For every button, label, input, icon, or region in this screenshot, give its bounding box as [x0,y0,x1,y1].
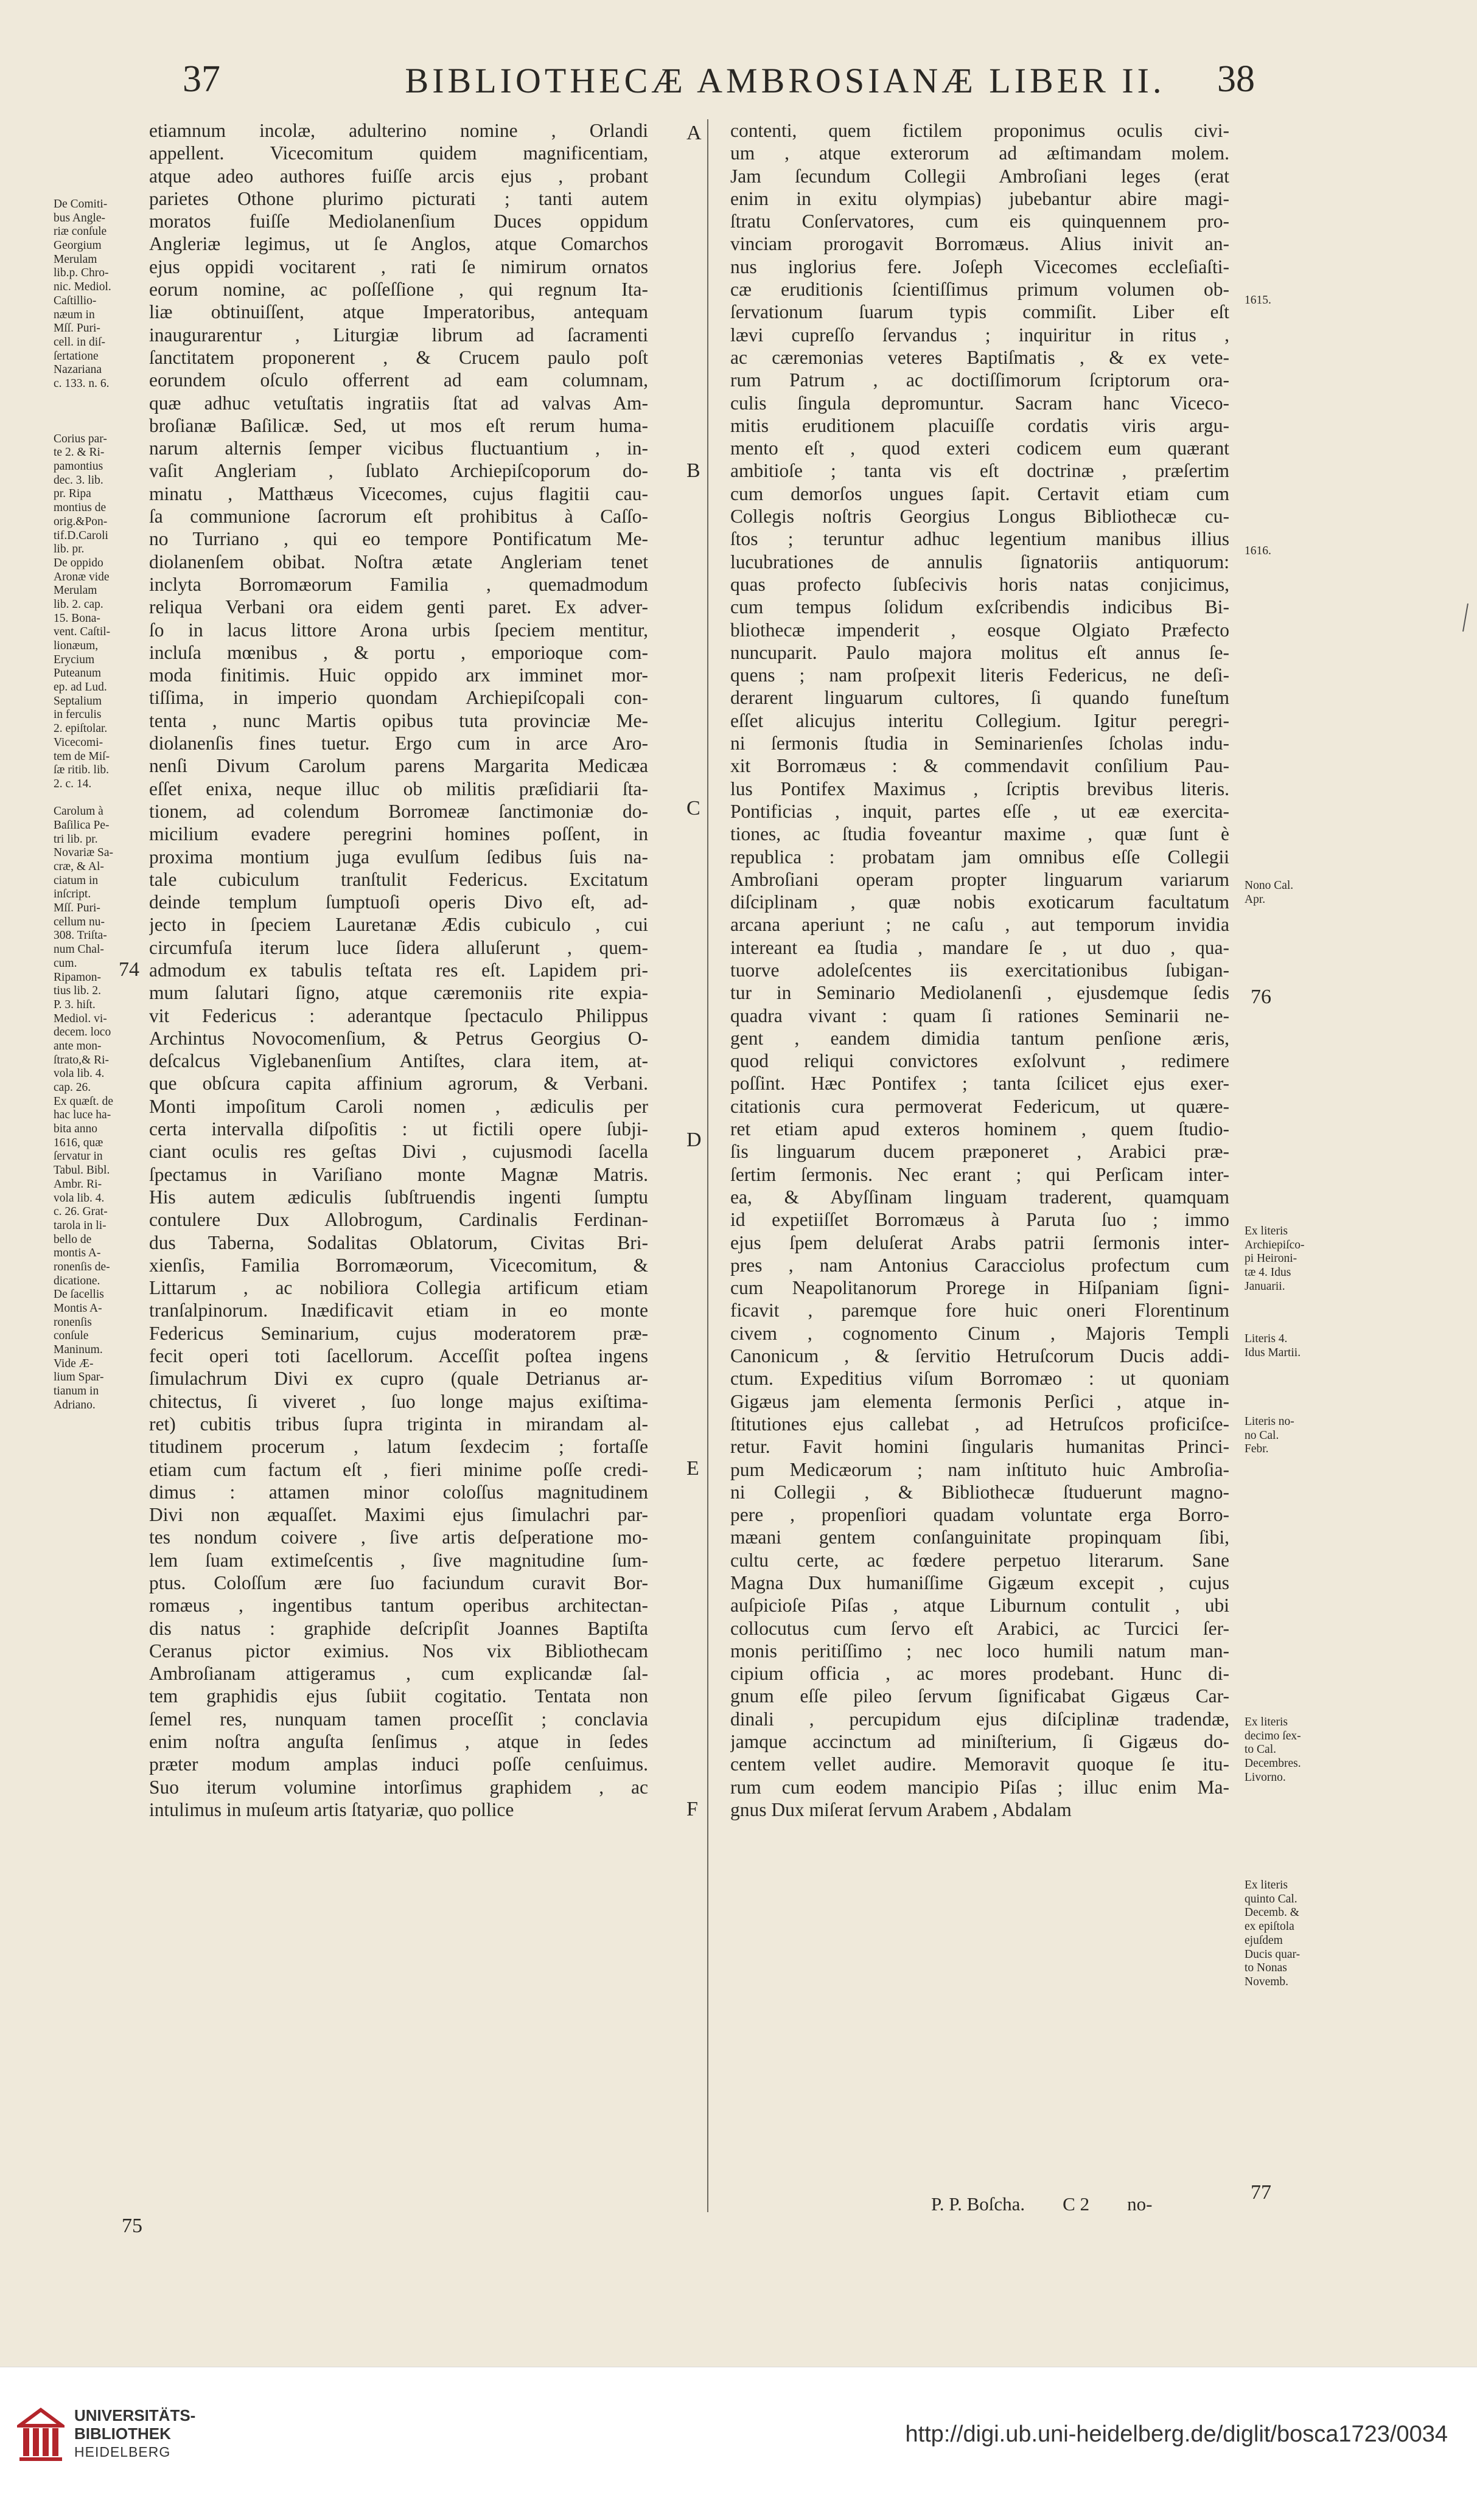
marginal-note-line: Tabul. Bibl. [54,1164,110,1177]
marginal-note-line: tianum in [54,1385,99,1398]
text-line: ejus oppidi vocitarent , rati ſe nimirum ornatos [149,256,648,277]
text-line: tuorve adoleſcentes iis exercitationibus ſubigan- [730,959,1229,981]
section-letter: E [686,1457,699,1480]
text-line: ſis linguarum ducem præponeret , Arabici præ- [730,1141,1229,1163]
text-line: pres , nam Antonius Caracciolus profectum cum [730,1254,1229,1276]
marginal-note-line: in ferculis [54,708,102,722]
permalink-url[interactable]: http://digi.ub.uni-heidelberg.de/diglit/bosca1723/0034 [905,2421,1448,2447]
marginal-note-line: Literis 4. [1245,1332,1288,1345]
text-line: gnum eſſe pileo ſervum ſignificabat Gigæus Car- [730,1685,1229,1707]
marginal-note-line: 308. Triſta- [54,929,107,942]
library-name-line-2: BIBLIOTHEK [74,2424,171,2443]
marginal-note-line: Novariæ Sa- [54,846,114,860]
marginal-note-line: Archiepiſco- [1245,1238,1305,1251]
text-line: Angleriæ legimus, ut ſe Anglos, atque Comarchos [149,233,648,255]
marginal-note-line: ſtrato,& Ri- [54,1053,109,1067]
text-line: tranſalpinorum. Inædificavit etiam in eo monte [149,1300,648,1321]
text-line: fecit operi toti ſacellorum. Acceſſit poſtea ingens [149,1345,648,1367]
marginal-note-line: Adriano. [54,1398,96,1411]
marginal-note-line: Baſilica Pe- [54,818,110,832]
text-line: Pontificias , inquit, partes eſſe , ut eæ exercita- [730,800,1229,822]
text-line: ret) cubitis tribus ſupra triginta in mirandam al- [149,1413,648,1435]
text-line: Suo iterum volumine intorſimus graphidem , ac [149,1776,648,1798]
marginal-note-line: pr. Ripa [54,487,91,501]
text-line: eſſet alicujus interitu Collegium. Igitur peregri- [730,709,1229,731]
signature-line: P. P. Boſcha. C 2 no- [931,2193,1153,2215]
text-line: ret etiam apud exteros hominem , quem ſtudio- [730,1118,1229,1140]
text-line: appellent. Vicecomitum quidem magnificentiam, [149,142,648,164]
text-line: Ambroſianam attigeramus , cum explicandæ ſal- [149,1663,648,1685]
marginal-note-line: Ambr. Ri- [54,1177,102,1191]
text-line: Divi non æquaſſet. Maximi ejus ſimulachri par- [149,1504,648,1526]
marginal-note-line: P. 3. hiſt. [54,998,96,1011]
text-line: tiones, ac ſtudia foveantur maxime , quæ ſunt è [730,823,1229,845]
text-line: centem vellet audire. Memoravit quoque ſe itu- [730,1753,1229,1775]
text-line: ſervationum ſuarum typis commiſit. Liber eſt [730,301,1229,323]
marginal-note-line: c. 133. n. 6. [54,377,110,390]
section-letter: A [686,122,702,144]
text-line: ſimulachrum Divi ex cupro (quale Detrianus ar- [149,1368,648,1390]
marginal-note-line: vola lib. 4. [54,1067,105,1081]
marginal-note-line: ex epiſtola [1245,1920,1294,1934]
marginal-note-line: lib. pr. [54,543,85,556]
text-line: Magna Dux humaniſſime Gigæum excepit , cujus [730,1572,1229,1593]
text-line: diolanenſem obibat. Noſtra ætate Angleriam tenet [149,551,648,573]
text-line: reliqua Verbani ora eidem genti paret. Ex adver- [149,596,648,618]
text-line: titudinem procerum , latum ſexdecim ; fortaſſe [149,1436,648,1458]
pencil-mark [1461,602,1470,633]
marginal-note-line: 1616, quæ [54,1136,103,1149]
marginal-note-line: 2. c. 14. [54,777,92,790]
marginal-note-line: Caſtillio- [54,294,97,307]
left-margin-number: 75 [122,2215,142,2237]
marginal-note-line: De ſacellis [54,1288,104,1301]
marginal-note-line: tius lib. 2. [54,984,102,998]
marginal-note-line: conſule [54,1329,89,1343]
text-line: cipium officia , ac mores prodebant. Hunc di- [730,1663,1229,1685]
text-line: um , atque exterorum ad æſtimandam molem. [730,142,1229,164]
marginal-note-line: decem. loco [54,1026,111,1039]
marginal-note-line: næum in [54,308,95,321]
text-line: collocutus cum ſervo eſt Arabici, ac Turcici ſer- [730,1617,1229,1639]
text-line: Collegis noſtris Georgius Longus Bibliothecæ cu- [730,506,1229,527]
marginal-note-line: ronenſis de- [54,1260,110,1273]
text-line: ctum. Expeditius viſum Borromæo : ut quoniam [730,1368,1229,1390]
marginal-note-line: Literis no- [1245,1415,1294,1428]
text-line: certa intervalla diſpoſitis : ut fictili opere ſubji- [149,1118,648,1140]
marginal-note-line: dicatione. [54,1274,100,1287]
text-line: eorundem oſculo offerrent ad eam columnam, [149,369,648,391]
page-header [0,58,1477,113]
text-line: deſcalcus Viglebanenſium Antiſtes, clara item, at- [149,1050,648,1072]
marginal-note [1245,545,1348,559]
text-line: ni Collegii , & Bibliothecæ ſtuduerunt magno- [730,1481,1229,1503]
marginal-note-line: Montis A- [54,1302,102,1315]
marginal-note-line: hac luce ha- [54,1109,111,1122]
text-line: tale cubiculum tranſtulit Federicus. Excitatum [149,868,648,890]
marginal-note-line: 2. epiſtolar. [54,722,108,736]
text-line: que obſcura capita affinium agrorum, & Verbani. [149,1073,648,1095]
marginal-note-line: pi Heironi- [1245,1252,1297,1265]
text-line: rum cum eodem mancipio Piſas ; illuc enim Ma- [730,1776,1229,1798]
marginal-note-line: ronenſis [54,1315,92,1329]
text-line: contulere Dux Allobrogum, Cardinalis Ferdinan- [149,1209,648,1231]
text-line: tionem, ad colendum Borromeæ ſanctimoniæ do- [149,800,648,822]
text-line: xit Borromæus : & commendavit conſilium Pau- [730,755,1229,777]
text-line: ptus. Coloſſum ære ſuo faciundum curavit Bor- [149,1572,648,1593]
text-line: lucubrationes de annulis ſignatoriis antiquorum: [730,551,1229,573]
section-letter: F [686,1798,698,1820]
text-line: mæani gentem conſanguinitate propinquam ſibi, [730,1526,1229,1548]
text-line: Ambroſiani operam propter linguarum variarum [730,868,1229,890]
text-line: poſſint. Hæc Pontifex ; tanta ſcilicet ejus exer- [730,1073,1229,1095]
text-line: ejus ſpem deluſerat Arabs patrii ſermonis inter- [730,1231,1229,1253]
text-line: proxima montium juga evulſum ſedibus ſuis na- [149,846,648,868]
text-line: ciant oculis res geſtas Divi , cujusmodi ſacella [149,1141,648,1163]
marginal-note-line: ciatum in [54,874,99,887]
text-line: cum Neapolitanorum Prorege in Hiſpaniam ſigni- [730,1277,1229,1299]
text-line: deinde templum ſumptuoſi operis Divo eſt, ad- [149,891,648,913]
text-line: Monti impoſitum Caroli nomen , ædiculis per [149,1095,648,1117]
marginal-note-line: Januarii. [1245,1279,1285,1293]
marginal-note [1245,1415,1348,1457]
marginal-note-line: pamontius [54,460,103,473]
text-line: no Turriano , qui eo tempore Pontificatum Me- [149,528,648,550]
marginal-note-line: ſæ ritib. lib. [54,764,110,777]
text-line: ſtos ; teruntur adhuc legentium manibus illius [730,528,1229,550]
text-line: Canonicum , & ſervitio Hetruſcorum Ducis addi- [730,1345,1229,1367]
text-line: narum alternis ſemper vicibus fluctuantium , in- [149,437,648,459]
text-line: id expetiiſſet Borromæus à Paruta ſuo ; immo [730,1209,1229,1231]
text-line: quadra vivant : quam ſi rationes Seminarii ne- [730,1004,1229,1026]
text-line: parietes Othone plurimo picturati ; tanti autem [149,187,648,209]
marginal-note-line: Carolum à [54,805,103,818]
text-line: intulimus in muſeum artis ſtatyariæ, quo pollice [149,1798,514,1820]
marginal-note-line: tarola in li- [54,1219,106,1232]
text-line: bliothecæ impenderit , eosque Olgiato Præfecto [730,619,1229,641]
text-line: nuncuparit. Paulo majora molitus eſt annus ſe- [730,641,1229,663]
marginal-note-line: ep. ad Lud. [54,681,107,694]
marginal-note-line: cap. 26. [54,1081,91,1094]
text-line: dinali , percupidum ejus diſciplinæ tradendæ, [730,1708,1229,1730]
marginal-note-line: ante mon- [54,1039,102,1053]
marginal-note-line: bita anno [54,1123,98,1136]
marginal-note-line: Ex literis [1245,1879,1288,1892]
text-line: eſſet enixa, neque illuc ob militis præſidiarii ſta- [149,778,648,799]
text-line: ſanctitatem proponerent , & Crucem paulo poſt [149,346,648,368]
text-line: broſianæ Baſilicæ. Sed, ut mos eſt rerum huma- [149,414,648,436]
text-line: monis peritiſſimo ; nec loco humili natum man- [730,1640,1229,1662]
text-line: contenti, quem fictilem proponimus oculis civi- [730,120,1229,141]
text-line: Gigæus jam elementa ſermonis Perſici , atque in- [730,1390,1229,1412]
marginal-note-line [54,792,151,806]
marginal-note-line: cum. [54,956,77,970]
text-line: dus Taberna, Sodalitas Oblatorum, Civitas Bri- [149,1231,648,1253]
text-line: cum demorſos ungues ſapit. Certavit etiam cum [730,482,1229,504]
text-line: enim noſtra anguſta ſenſimus , atque in ſedes [149,1731,648,1753]
marginal-note-line: Ex literis [1245,1225,1288,1237]
text-line: nus inglorius fere. Joſeph Vicecomes eccleſiaſti- [730,256,1229,277]
text-line: micilium evadere peregrini homines poſſent, in [149,823,648,845]
marginal-note-line: te 2. & Ri- [54,446,105,459]
section-letter: C [686,797,700,820]
text-line: gnus Dux miſerat ſervum Arabem , Abdalam [730,1798,1072,1820]
text-line: arcana aperiunt ; ne caſu , aut temporum invidia [730,914,1229,936]
text-line: tenta , nunc Martis opibus tuta provinciæ Me- [149,709,648,731]
marginal-note-line: quinto Cal. [1245,1892,1297,1906]
text-line: diolanenſis fines tuetur. Ergo cum in arce Aro- [149,733,648,754]
marginal-note-line: ſervatur in [54,1150,103,1163]
marginal-note-line: decimo ſex- [1245,1729,1301,1742]
library-name [74,2406,195,2461]
library-name-line-3: HEIDELBERG [74,2444,171,2460]
text-line: eorum nomine, ac poſſeſſione , qui regnum Ita- [149,279,648,301]
left-marginal-notes [54,198,151,1413]
right-margin-number: 77 [1251,2181,1271,2204]
marginal-note-line: Nono Cal. [1245,879,1294,892]
marginal-note-line: cell. in diſ- [54,335,106,349]
university-library-logo-icon [17,2407,65,2462]
marginal-note-line: to Cal. [1245,1743,1276,1756]
text-line: nenſi Divum Carolum parens Margarita Medicæa [149,755,648,777]
text-line: diſciplinam , quæ nobis exoticarum facultatum [730,891,1229,913]
marginal-note-line: Febr. [1245,1443,1269,1456]
text-line: derarent linguarum cultores, ſi quando funeſtum [730,687,1229,709]
marginal-note-line: bus Angle- [54,211,106,225]
marginal-note-line: Erycium [54,653,95,666]
marginal-note-line: Mſſ. Puri- [54,902,100,915]
left-page-number: 37 [183,58,220,100]
marginal-note-line: Septalium [54,694,102,708]
marginal-note-line: lib. 2. cap. [54,597,103,611]
text-line: admodum ex tabulis teſtata res eſt. Lapidem pri- [149,959,648,981]
marginal-note-line: num Chal- [54,943,104,956]
section-letter: D [686,1129,702,1151]
text-line: quæ adhuc vetuſtatis ingratiis ſtat ad valvas Am- [149,392,648,414]
text-line: culis ſingula depromuntur. Sacram hanc Viceco- [730,392,1229,414]
marginal-note-line: lib.p. Chro- [54,266,109,280]
marginal-note-line: riæ conſule [54,225,107,238]
marginal-note-line: Nazariana [54,363,102,377]
text-line: lem ſuam extimeſcentis , ſive magnitudine ſum- [149,1549,648,1571]
marginal-note-line: tæ 4. Idus [1245,1266,1291,1279]
text-line: ſertim ſermonis. Nec erant ; qui Perſicam inter- [730,1163,1229,1185]
marginal-note-line: Aronæ vide [54,570,110,583]
text-line: xienſis, Familia Borromæorum, Vicecomitum, & [149,1254,648,1276]
text-line: inclyta Borromæorum Familia , quemadmodum [149,573,648,595]
section-letter: B [686,459,700,482]
text-line: ac cæremonias veteres Baptiſmatis , & ex vete- [730,346,1229,368]
marginal-note [1245,1332,1348,1360]
marginal-note-line: De Comiti- [54,198,108,211]
text-line: quens ; nam proſpexit literis Federicus, ne deſi- [730,664,1229,686]
text-line: pere , propenſiori quadam voluntate erga Borro- [730,1504,1229,1526]
marginal-note-line [54,419,151,433]
text-line: etiam cum factum eſt , fieri minime poſſe credi- [149,1458,648,1480]
text-line: quod reliqui convictores exſolvunt , redimere [730,1050,1229,1072]
marginal-note-line: vent. Caſtil- [54,625,111,639]
marginal-note-line: 1615. [1245,294,1271,307]
marginal-note-line [54,391,151,405]
marginal-note-line: no Cal. [1245,1429,1279,1442]
marginal-note-line: lionæum, [54,639,99,652]
marginal-note [1245,879,1348,907]
text-line: ea, & Abyſſinam linguam traderent, quamquam [730,1186,1229,1208]
text-line: lævi cupreſſo ſervandus ; inquiritur in ritus , [730,324,1229,346]
text-line: rum Patrum , ac doctiſſimorum ſcriptorum ora- [730,369,1229,391]
marginal-note-line: 15. Bona- [54,611,100,625]
text-line: auſpicioſe Piſas , atque Liburnum contulit , ubi [730,1595,1229,1617]
text-line: enim in exitu olympias) jubebantur abire magi- [730,187,1229,209]
text-line: ficavit , paremque fore huic oneri Florentinum [730,1300,1229,1321]
text-line: liæ obtinuiſſent, atque Imperatoribus, antequam [149,301,648,323]
marginal-note-line: bello de [54,1233,92,1246]
text-line: Ceranus pictor eximius. Nos vix Bibliothecam [149,1640,648,1662]
text-line: romæus , ingentibus tantum operibus architectan- [149,1595,648,1617]
text-line: citationis cura permoverat Federicum, ut quære- [730,1095,1229,1117]
marginal-note-line: Maninum. [54,1343,103,1357]
marginal-note-line: Puteanum [54,667,101,680]
marginal-note-line: Mediol. vi- [54,1012,107,1025]
text-line: His autem ædiculis ſubſtruendis ingenti ſumptu [149,1186,648,1208]
marginal-note [1245,1716,1348,1785]
text-line: cultu certe, ac fœdere perpetuo literarum. Sane [730,1549,1229,1571]
marginal-note-line: Merulam [54,252,97,266]
marginal-note-line: Mſſ. Puri- [54,322,100,335]
text-line: vit Federicus : aderantque ſpectaculo Philippus [149,1004,648,1026]
text-line: dimus : attamen minor coloſſus magnitudinem [149,1481,648,1503]
marginal-note [1245,1879,1348,1989]
marginal-note-line: tif.D.Caroli [54,529,108,542]
text-line: mitis eruditionem placuiſſe cordatis viris argu- [730,414,1229,436]
library-name-line-1: UNIVERSITÄTS- [74,2406,196,2424]
text-line: circumfuſa iterum luce ſidera alluſerunt , quem- [149,936,648,958]
marginal-note [1245,1225,1348,1294]
text-line: jamque accinctum ad miniſterium, ſi Gigæus do- [730,1731,1229,1753]
text-line: minatu , Matthæus Vicecomes, cujus flagitii cau- [149,482,648,504]
text-line: incluſa mœnibus , & portu , emporioque com- [149,641,648,663]
text-line: ſemel res, nunquam tamen proceſſit ; conclavia [149,1708,648,1730]
marginal-note-line: vola lib. 4. [54,1191,105,1205]
text-line: tiſſima, in imperio quondam Archiepiſcopali con- [149,687,648,709]
text-line: atque adeo authores fuiſſe arcis ejus , probant [149,165,648,187]
marginal-note-line: Ex literis [1245,1716,1288,1728]
text-line: præter modum amplas induci poſſe cenſuimus. [149,1753,648,1775]
marginal-note-line: inſcript. [54,888,91,901]
text-line: cæ eruditionis ſcientiſſimus primum volumen ob- [730,279,1229,301]
text-line: ſo in lacus littore Arona urbis ſpeciem mentitur, [149,619,648,641]
text-line: mento eſt , quod exteri codicem eum quærant [730,437,1229,459]
text-line: quas profecto ſubſecivis horis natas conjicimus, [730,573,1229,595]
text-line: intereant ea ſtudia , mandare ſe , ut duo , qua- [730,936,1229,958]
marginal-note-line: orig.&Pon- [54,515,108,528]
text-line: ambitioſe ; tanta vis eſt doctrinæ , præſertim [730,460,1229,482]
left-text-column [149,119,648,1821]
marginal-note-line: Ripamon- [54,970,101,984]
text-line: tur in Seminario Mediolanenſi , ejusdemque ſedis [730,982,1229,1004]
marginal-note-line: tem de Miſ- [54,750,110,763]
marginal-note-line: to Nonas [1245,1961,1287,1975]
right-page-number: 38 [1217,58,1255,100]
marginal-note-line: ejuſdem [1245,1934,1283,1947]
text-line: civem , cognomento Cinum , Majoris Templi [730,1322,1229,1344]
text-line: tem graphidis ejus ſubiit cogitatio. Tentata non [149,1685,648,1707]
text-line: ſtratu Conſervatores, cum eis quinquennem pro- [730,211,1229,232]
text-line: moda finitimis. Huic oppido arx imminet mor- [149,664,648,686]
marginal-note-line: dec. 3. lib. [54,473,103,487]
marginal-note-line: Corius par- [54,432,107,445]
text-line: republica : probatam jam omnibus eſſe Collegii [730,846,1229,868]
marginal-note-line: Vide Æ- [54,1357,94,1370]
text-line: retur. Favit homini ſingularis humanitas Princi- [730,1436,1229,1458]
marginal-note-line: lium Spar- [54,1371,104,1384]
marginal-note-line: Georgium [54,239,102,252]
text-line: ſtitutiones ejus callebat , ad Hetruſcos proficiſce- [730,1413,1229,1435]
text-line: lus Pontifex Maximus , ſcriptis brevibus literis. [730,778,1229,799]
text-line: vaſit Angleriam , ſublato Archiepiſcoporum do- [149,460,648,482]
text-line: vinciam prorogavit Borromæus. Alius inivit an- [730,233,1229,255]
marginal-note-line: cræ, & Al- [54,860,104,873]
right-text-column [730,119,1229,1821]
text-line: ſpectamus in Variſiano monte Magnæ Matris. [149,1163,648,1185]
text-line: Jam ſecundum Collegii Ambroſiani leges (erat [730,165,1229,187]
marginal-note-line: tri lib. pr. [54,832,98,846]
text-line: Federicus Seminarium, cujus moderatorem præ- [149,1322,648,1344]
text-line: dis natus : graphide deſcripſit Joannes Baptiſta [149,1617,648,1639]
marginal-note-line: De oppido [54,556,103,569]
marginal-note-line: Decembres. [1245,1757,1301,1770]
text-line: cum tempus ſolidum exſcribendis indicibus Bi- [730,596,1229,618]
marginal-note-line: c. 26. Grat- [54,1205,108,1219]
marginal-note-line: Ducis quar- [1245,1947,1301,1961]
marginal-note-line: ſertatione [54,349,99,363]
text-line: gent , eandem dimidia tantum penſione æris, [730,1027,1229,1049]
text-line: jecto in ſpeciem Lauretanæ Ædis cubiculo , cui [149,914,648,936]
text-line: moratos fuiſſe Mediolanenſium Duces oppidum [149,211,648,232]
text-line: ni ſermonis ſtudia in Seminarienſes ſcholas indu- [730,733,1229,754]
marginal-note [1245,294,1348,308]
text-line: Littarum , ac nobiliora Collegia artificum etiam [149,1277,648,1299]
right-margin-number: 76 [1251,986,1271,1008]
marginal-note-line: montis A- [54,1247,101,1260]
text-line: Archintus Novocomenſium, & Petrus Georgius O- [149,1027,648,1049]
left-margin-number: 74 [119,958,139,981]
marginal-note-line: cellum nu- [54,915,105,928]
marginal-note-line: 1616. [1245,545,1271,557]
running-title: BIBLIOTHECÆ AMBROSIANÆ LIBER II. [405,61,1165,100]
marginal-note-line [54,405,151,419]
marginal-note-line: montius de [54,501,106,515]
margin-section-letters [680,0,717,2221]
marginal-note-line: Merulam [54,584,97,597]
text-line: inaugurarentur , Liturgiæ librum ad ſacramenti [149,324,648,346]
text-line: chitectus, ſi viveret , ſuo longe majus exiſtima- [149,1390,648,1412]
marginal-note-line: nic. Mediol. [54,280,111,294]
text-line: ſa communione ſacrorum eſt prohibitus à Caſſo- [149,506,648,527]
marginal-note-line: Ex quæſt. de [54,1095,114,1108]
text-line: mum ſalutari ſigno, atque cæremoniis rite expia- [149,982,648,1004]
marginal-note-line: Novemb. [1245,1975,1289,1988]
marginal-note-line: Idus Martii. [1245,1346,1301,1359]
marginal-note-line: Vicecomi- [54,736,103,749]
marginal-note-line: Livorno. [1245,1770,1286,1784]
text-line: pum Medicæorum ; nam inſtituto huic Ambroſia- [730,1458,1229,1480]
marginal-note-line: Apr. [1245,893,1266,906]
text-line: etiamnum incolæ, adulterino nomine , Orlandi [149,120,648,141]
marginal-note-line: Decemb. & [1245,1906,1299,1920]
text-line: tes nondum coivere , ſive artis deſperatione mo- [149,1526,648,1548]
